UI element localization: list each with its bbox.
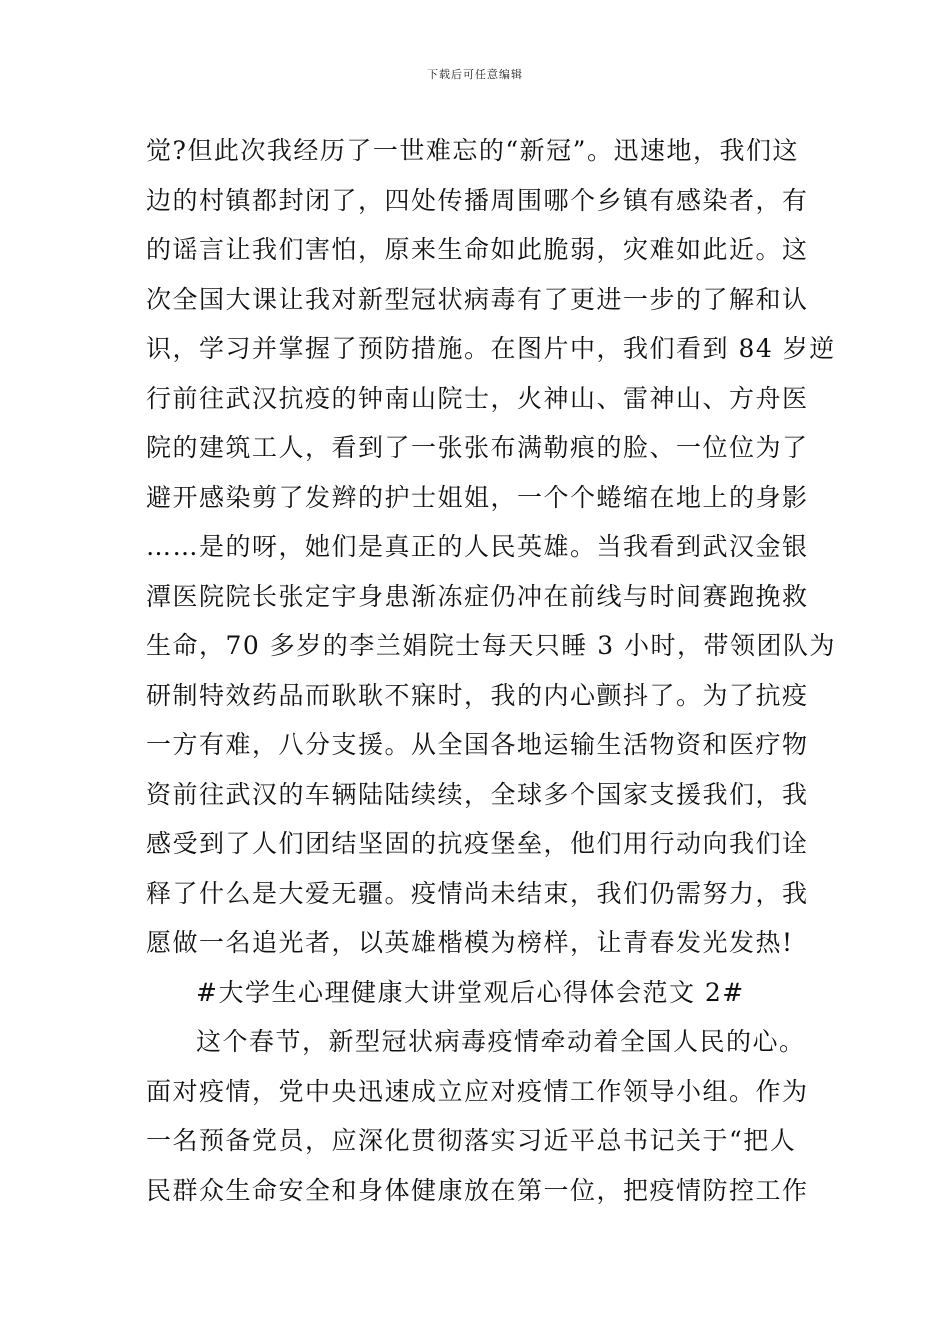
text-line: 识，学习并掌握了预防措施。在图片中，我们看到 84 岁逆 (146, 334, 836, 363)
page-header: 下载后可任意编辑 (427, 68, 523, 81)
text-line: 生命，70 多岁的李兰娟院士每天只睡 3 小时，带领团队为 (146, 631, 837, 660)
text-line: 民群众生命安全和身体健康放在第一位，把疫情防控工作 (146, 1175, 809, 1205)
text-line: 院的建筑工人，看到了一张张布满勒痕的脸、一位位为了 (146, 433, 809, 462)
section-heading: #大学生心理健康大讲堂观后心得体会范文 2# (196, 977, 745, 1007)
text-line: 研制特效药品而耿耿不寐时，我的内心颤抖了。为了抗疫 (146, 680, 809, 710)
text-line: 避开感染剪了发辫的护士姐姐，一个个蜷缩在地上的身影 (146, 482, 809, 512)
text-line: 一名预备党员，应深化贯彻落实习近平总书记关于“把人 (146, 1126, 797, 1155)
paragraph-first-line: 这个春节，新型冠状病毒疫情牵动着全国人民的心。 (196, 1027, 806, 1056)
text-line: 潭医院院长张定宇身患渐冻症仍冲在前线与时间赛跑挽救 (146, 581, 809, 611)
text-line: 释了什么是大爱无疆。疫情尚未结束，我们仍需努力，我 (146, 878, 809, 908)
text-line: ……是的呀，她们是真正的人民英雄。当我看到武汉金银 (146, 532, 809, 561)
text-line: 次全国大课让我对新型冠状病毒有了更进一步的了解和认 (146, 284, 809, 314)
text-line: 愿做一名追光者，以英雄楷模为榜样，让青春发光发热! (146, 928, 794, 957)
text-line: 感受到了人们团结坚固的抗疫堡垒，他们用行动向我们诠 (146, 829, 809, 858)
text-line: 行前往武汉抗疫的钟南山院士，火神山、雷神山、方舟医 (146, 383, 809, 413)
text-line: 边的村镇都封闭了，四处传播周围哪个乡镇有感染者，有 (146, 185, 809, 215)
text-line: 的谣言让我们害怕，原来生命如此脆弱，灾难如此近。这 (146, 235, 809, 264)
text-line: 面对疫情，党中央迅速成立应对疫情工作领导小组。作为 (146, 1076, 809, 1106)
text-line: 资前往武汉的车辆陆陆续续，全球多个国家支援我们，我 (146, 779, 809, 809)
document-body (146, 126, 837, 1215)
text-line: 觉?但此次我经历了一世难忘的“新冠”。迅速地，我们这 (146, 136, 799, 165)
text-line: 一方有难，八分支援。从全国各地运输生活物资和医疗物 (146, 730, 809, 759)
